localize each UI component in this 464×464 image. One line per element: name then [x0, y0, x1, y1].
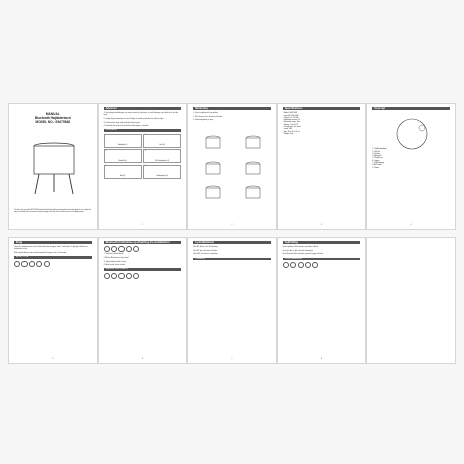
cover-title-line-3: MODEL NO.: E4075548 — [35, 120, 71, 124]
button-icon — [29, 261, 35, 267]
page-5-p1: Tænd for højttalerbordet ved at holde tænd/sluk knappen inde i 3 sekunder. Et lydsignal indikerer at højttaleren er klar. — [14, 246, 89, 251]
page-1-p3: 3. Lad ikke børn lege med produktet uden opsyn. — [103, 121, 141, 124]
page-number: 2 — [231, 224, 233, 226]
button-icon — [305, 262, 311, 268]
page-7-p2: Blå LED lyser konstant: tilsluttet. — [193, 249, 218, 252]
part-cell — [104, 134, 142, 148]
part-cell — [104, 165, 142, 179]
page-1-header: Advarsel — [104, 107, 182, 110]
part-label: Bordstel (x1) — [118, 160, 127, 162]
spec-line: Battery: Li-ion 3.7V — [283, 123, 299, 126]
list-item: 5. Play/Pause — [372, 157, 383, 160]
button-icon — [21, 261, 27, 267]
spec-list — [278, 112, 366, 135]
page-1-p2: 2. Undgå brug i nærheden af vand. Undgå at utsætte produktet for direkte sollys. — [103, 118, 164, 120]
button-icons — [104, 246, 182, 252]
part-num: 1 — [105, 135, 107, 137]
button-icon — [290, 262, 296, 268]
cover-panel — [8, 103, 98, 230]
page-8-text — [283, 246, 361, 255]
page-8-p1: Hvis højttaleren ikke tænder, oplad den fuldt ud. — [282, 246, 319, 249]
part-label: Bolt (x3) — [120, 176, 126, 178]
page-5-header: Brug — [14, 241, 92, 244]
page-4-header: Oversigt — [372, 107, 450, 110]
part-num: 4 — [144, 150, 146, 152]
table-illustration — [9, 134, 98, 204]
page-6-p1: 1. Tænd for højttalerbordet. — [103, 253, 125, 256]
page-number: 6 — [141, 358, 143, 360]
part-label: Unbrakonøgle (x1) — [156, 176, 168, 178]
part-num: 2 — [144, 135, 146, 137]
page-number: 7 — [231, 358, 233, 360]
button-icon — [126, 273, 132, 279]
button-icon — [126, 246, 132, 252]
top-row — [8, 103, 456, 230]
button-icon — [36, 261, 42, 267]
list-item: 1. Tablet/opladning — [372, 148, 387, 151]
button-icon — [133, 273, 139, 279]
page-2-p3: 3. Sæt bordpladen på igen. — [193, 119, 214, 122]
page-5-subheader: BLUETOOTH — [14, 256, 92, 259]
part-cell — [143, 134, 181, 148]
speaker-diagram — [367, 114, 456, 154]
cover-footer: The lamp for use with E4075548 Bluetooth højttalerbord. Are good quality long-lasting product of a simple but robust, carefully laid construction and packaging to be fully sure to deliver you an incredibly product. — [14, 210, 91, 214]
page-3 — [277, 103, 367, 230]
list-item: 3. Volume — [372, 152, 380, 155]
page-4 — [366, 103, 456, 230]
button-icon — [14, 261, 20, 267]
page-5 — [8, 237, 98, 364]
button-icon — [44, 261, 50, 267]
page-8 — [277, 237, 367, 364]
part-cell — [104, 149, 142, 163]
button-icon — [133, 246, 139, 252]
button-icon — [111, 246, 117, 252]
page-5-text — [14, 246, 92, 254]
part-label: AC Strømadapter (x1) — [155, 160, 169, 162]
list-item: 6. Lampe — [372, 159, 380, 162]
bottom-row — [8, 237, 456, 364]
spec-line: Lamp: LED — [283, 128, 293, 131]
page-number: 1 — [141, 224, 143, 226]
page-number: 3 — [321, 224, 323, 226]
page-number: 4 — [410, 224, 412, 226]
page-2-p1: 1. Fjern bordpladen fra produktet. — [193, 112, 219, 115]
part-cell — [143, 149, 181, 163]
spec-line: Output: DC 12V 2A — [283, 116, 299, 119]
page-8-subheader: Overensstemmelse — [283, 258, 361, 261]
button-icons — [104, 273, 182, 279]
page-6 — [98, 237, 188, 364]
button-icon — [283, 262, 289, 268]
button-icon — [104, 246, 110, 252]
list-item: 4. Bluetooth — [372, 155, 382, 158]
page-1-p4: 4. Kontroller før brug at de elektriske tilslutninger er korrekte. — [103, 125, 149, 128]
button-icon — [111, 273, 117, 279]
page-6-p4: 4. Afspil musik fra din enhed. — [103, 264, 126, 267]
cover-title — [9, 112, 97, 124]
part-cell — [143, 165, 181, 179]
page-7-p3: Rød LED: lavt batteri / opladning. — [193, 253, 219, 256]
spec-line: Bluetooth range: 10m — [283, 121, 300, 124]
page-1-text — [104, 112, 182, 127]
page-number: 8 — [321, 358, 323, 360]
page-1-p1: 1. Hvis adapteren/ledningen har været udsat for fugt/vand, så skal ledningen og stikket tørre helt før brug. — [103, 112, 179, 117]
page-8-p3: Hvis Bluetooth ikke forbinder, genstart begge enheder. — [282, 253, 324, 256]
part-label: Ben (x3) — [159, 145, 165, 147]
page-number: 5 — [52, 358, 54, 360]
page-8-header: Fejlfinding — [283, 241, 361, 244]
button-icon — [298, 262, 304, 268]
button-icons — [283, 262, 361, 268]
page-7 — [187, 237, 277, 364]
spec-line: Input: AC 100-240V — [283, 114, 299, 117]
page-7-text — [193, 246, 271, 255]
button-icon — [118, 273, 124, 279]
assembly-illustration — [188, 126, 277, 206]
list-item: 2. LED lys — [372, 150, 381, 153]
page-7-header: Lysindikationer — [193, 241, 271, 244]
page-2 — [187, 103, 277, 230]
list-item: 9. Strøm — [372, 166, 379, 169]
button-icon — [312, 262, 318, 268]
button-icon — [104, 273, 110, 279]
cover-title-line-2: Bluetooth Højttalerbord — [34, 116, 71, 120]
page-2-p2: 2. Skru benene fast i bunden af bordet. — [193, 115, 223, 118]
list-item: 7. USB udgang — [372, 161, 384, 164]
page-8-p2: Hvis der ikke er lyd, kontroller lydstyrken. — [282, 249, 314, 252]
button-icons — [14, 261, 92, 267]
part-num: 6 — [144, 166, 146, 168]
cover-title-line-1: MANUAL — [45, 112, 60, 116]
parts-grid — [104, 134, 182, 179]
spec-line: Size: 40 x 40 x 55 cm — [283, 130, 300, 133]
button-icon — [118, 246, 124, 252]
spec-line: Charge time: 4-5 hours — [283, 125, 302, 128]
page-5-p2: Sluk højttalerbordet ved at holde tænd/sluk knappen inde i 3 sekunder. — [14, 252, 67, 254]
page-6-p2: 2. Aktiver Bluetooth på din enhed. — [103, 256, 129, 259]
page-6-header: Bluetooth-forbindelse og afspilning fra mobiltelefon — [104, 241, 182, 244]
page-6-p3: 3. Vælg højttalerbordet i listen. — [103, 260, 127, 263]
page-6-subheader: Afspilning med USB/AUX — [104, 268, 182, 271]
page-1-subheader: Dele/indhold — [104, 129, 182, 132]
page-3-header: Specifications — [283, 107, 361, 110]
spec-line: Model: E4075548 — [283, 112, 298, 115]
page-2-header: Montering — [193, 107, 271, 110]
page-1 — [98, 103, 188, 230]
spec-line: Weight: 9 kg — [283, 132, 294, 135]
page-7-p1: Blå LED blinker: klar til tilslutning. — [193, 246, 219, 249]
list-item: 8. AUX input — [372, 164, 382, 167]
part-label: Bordplade (x1) — [118, 145, 128, 147]
part-num: 5 — [105, 166, 107, 168]
blank-panel — [366, 237, 456, 364]
spec-line: Bluetooth version: 5.0 — [283, 119, 301, 122]
page-6-text — [104, 253, 182, 266]
page-7-subheader: Opladning — [193, 258, 271, 261]
part-num: 3 — [105, 150, 107, 152]
page-2-text — [193, 112, 271, 121]
